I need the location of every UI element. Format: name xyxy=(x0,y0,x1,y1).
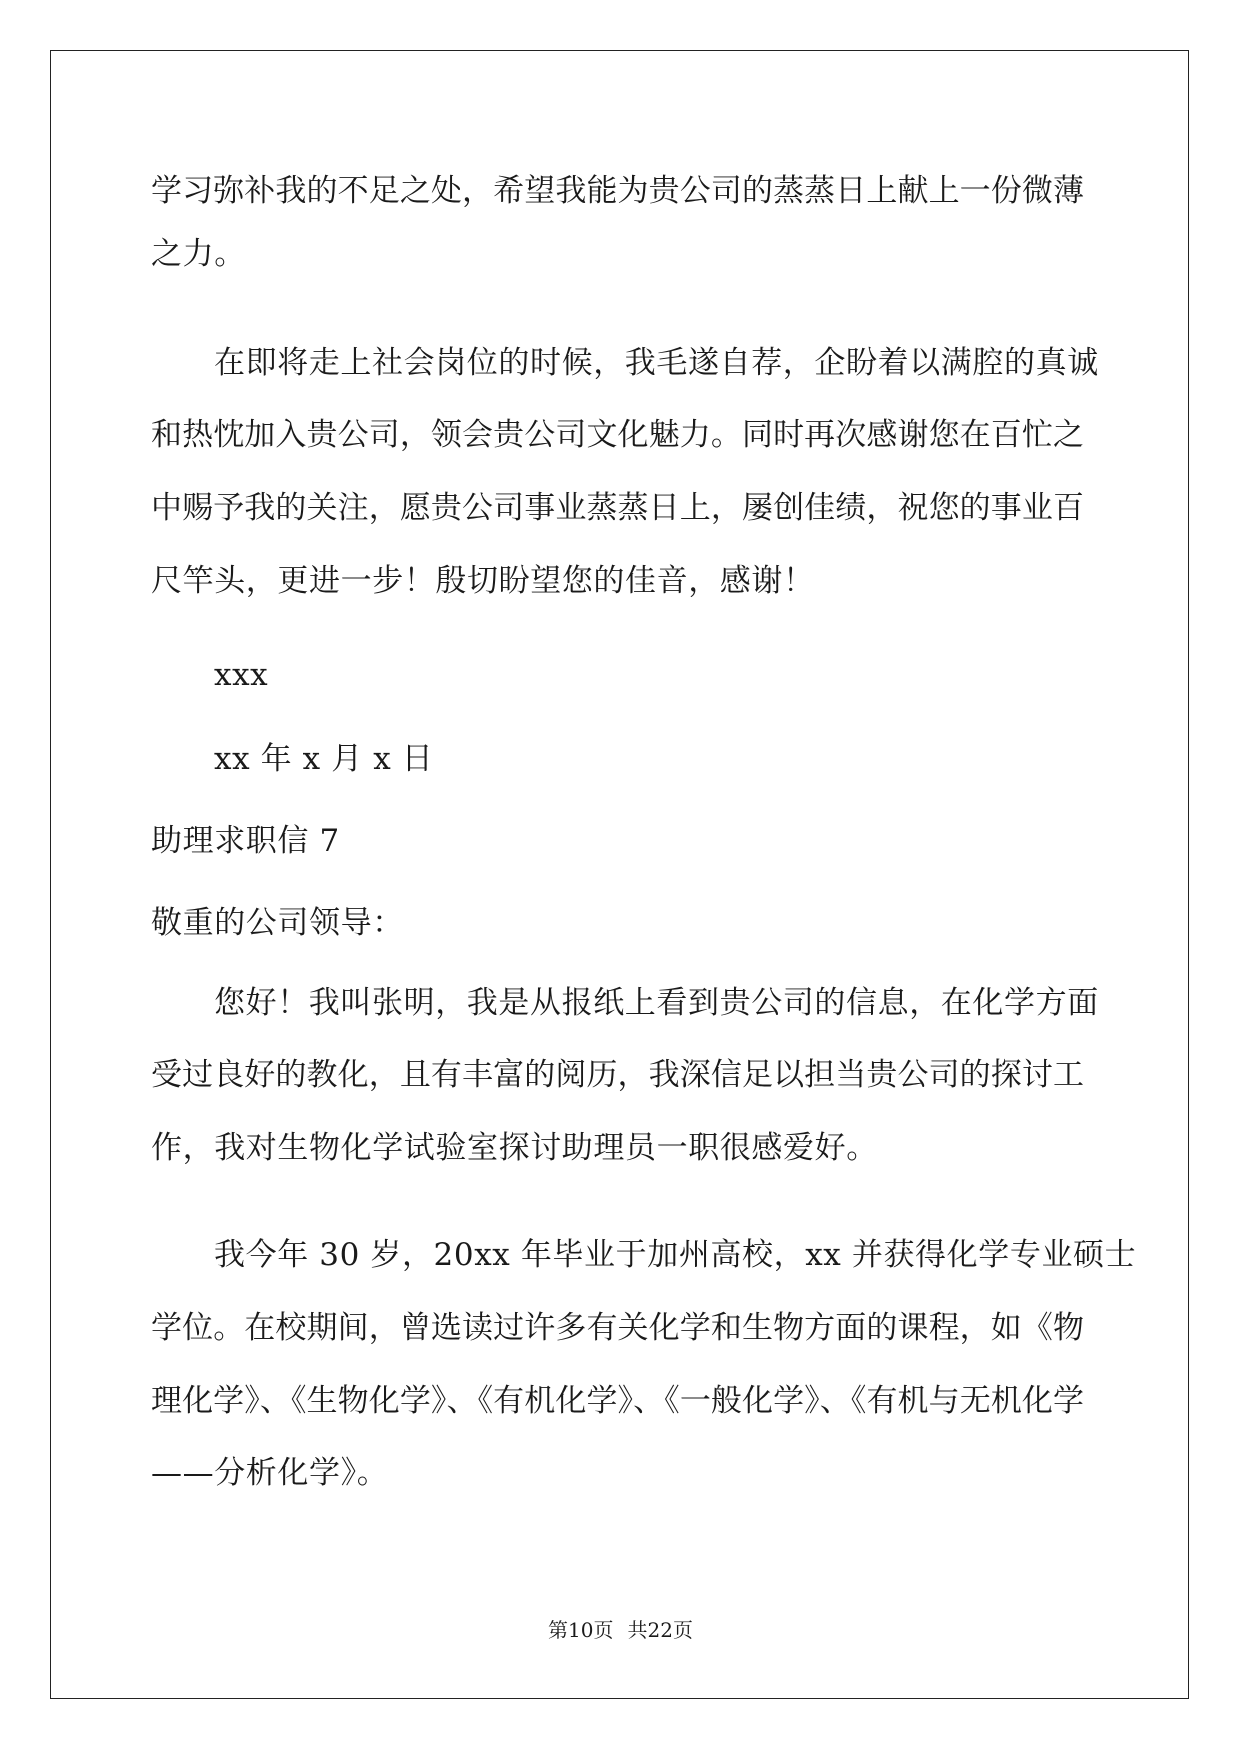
text-line: 学习弥补我的不足之处，希望我能为贵公司的蒸蒸日上献上一份微薄 xyxy=(151,173,1084,209)
text-line: 尺竿头，更进一步！殷切盼望您的佳音，感谢！ xyxy=(151,563,815,599)
salutation: 敬重的公司领导： xyxy=(151,905,404,941)
text-line: 您好！我叫张明，我是从报纸上看到贵公司的信息，在化学方面 xyxy=(214,985,1099,1021)
page-total: 共22页 xyxy=(627,1618,693,1642)
text-line: 中赐予我的关注，愿贵公司事业蒸蒸日上，屡创佳绩，祝您的事业百 xyxy=(151,490,1084,526)
text-line: 作，我对生物化学试验室探讨助理员一职很感爱好。 xyxy=(151,1130,878,1166)
text-line: 理化学》、《生物化学》、《有机化学》、《一般化学》、《有机与无机化学 xyxy=(151,1383,1084,1419)
page-footer xyxy=(0,1618,1241,1642)
page-border xyxy=(50,50,1189,1699)
signature-name: xxx xyxy=(214,657,269,693)
text-line: 和热忱加入贵公司，领会贵公司文化魅力。同时再次感谢您在百忙之 xyxy=(151,417,1084,453)
text-line: 受过良好的教化，且有丰富的阅历，我深信足以担当贵公司的探讨工 xyxy=(151,1057,1084,1093)
text-line: 我今年 30 岁，20xx 年毕业于加州高校，xx 并获得化学专业硕士 xyxy=(214,1237,1137,1273)
page-number: 第10页 xyxy=(548,1618,614,1642)
section-title: 助理求职信 7 xyxy=(151,823,340,859)
text-line: 学位。在校期间，曾选读过许多有关化学和生物方面的课程，如《物 xyxy=(151,1310,1084,1346)
text-line: 之力。 xyxy=(151,236,246,272)
signature-date: xx 年 x 月 x 日 xyxy=(214,741,434,777)
text-line: 在即将走上社会岗位的时候，我毛遂自荐，企盼着以满腔的真诚 xyxy=(214,345,1099,381)
text-line: ——分析化学》。 xyxy=(151,1455,389,1491)
